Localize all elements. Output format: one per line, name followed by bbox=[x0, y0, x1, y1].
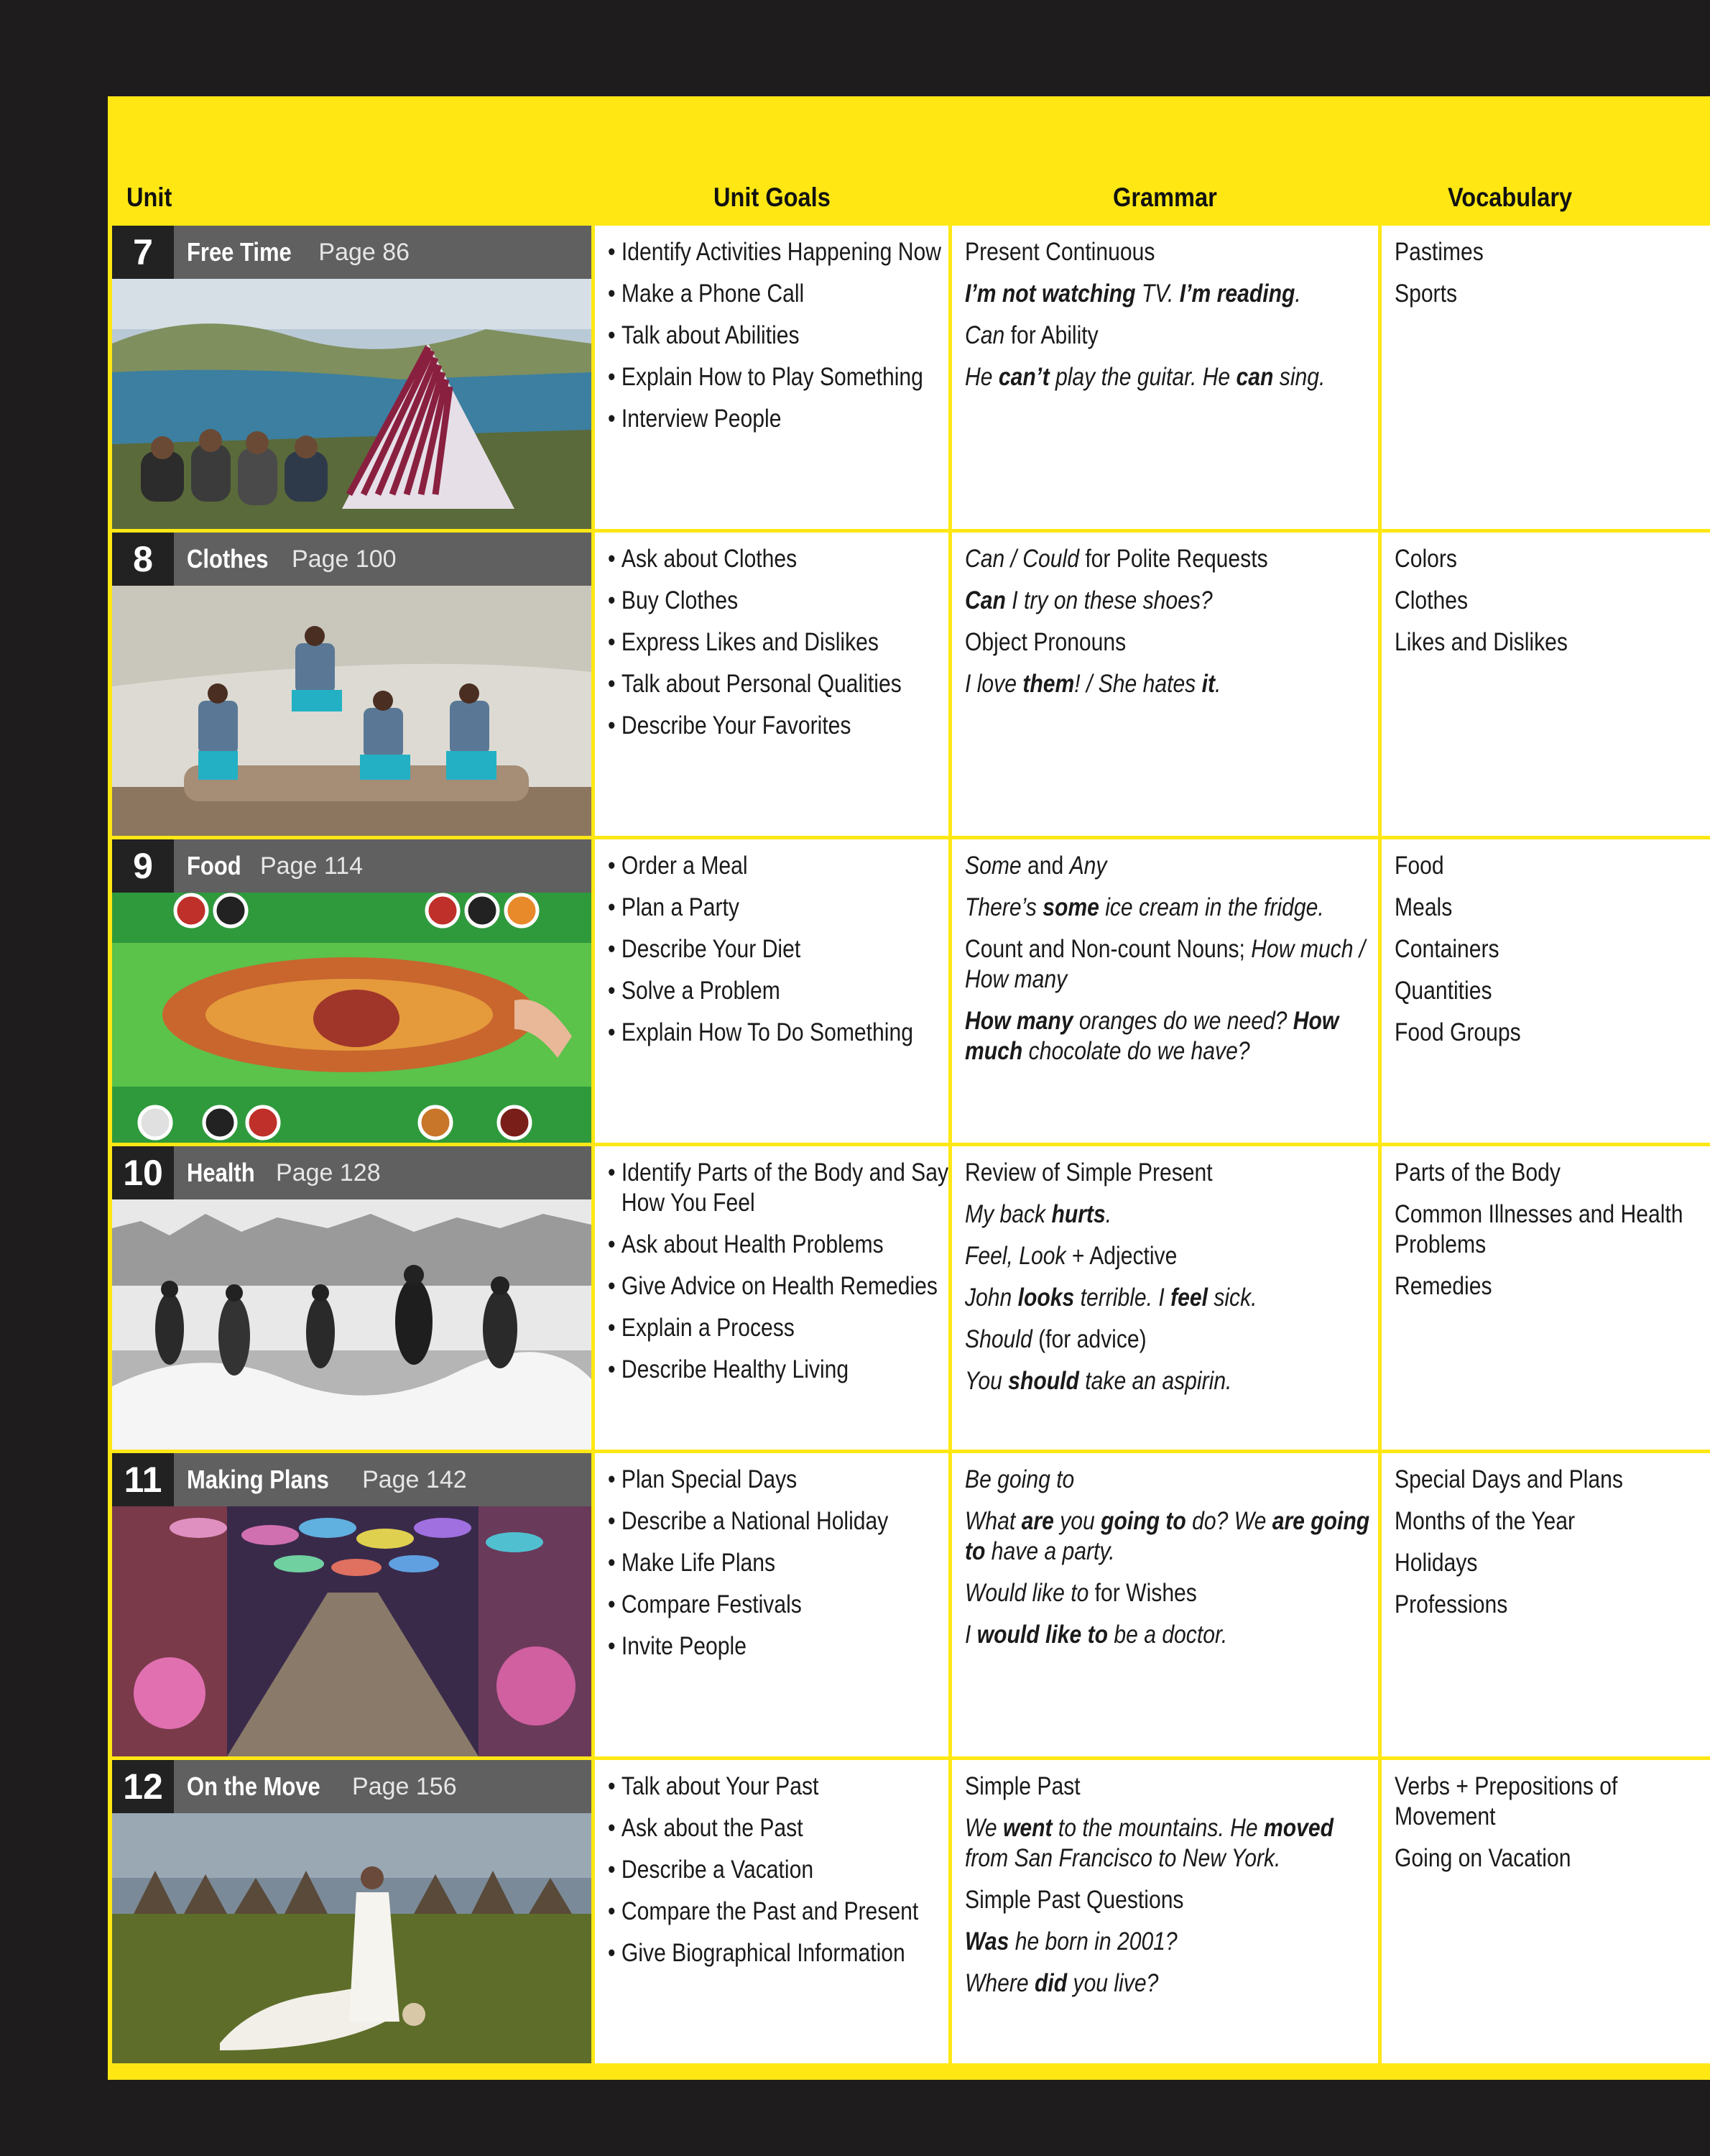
vocab-item: Sports bbox=[1395, 280, 1457, 308]
goal-item: • Give Biographical Information bbox=[608, 1938, 954, 1968]
unit-block[interactable] bbox=[112, 1760, 591, 2063]
grammar-line: Can / Could for Polite Requests bbox=[965, 545, 1268, 573]
unit-vocabulary bbox=[1382, 1760, 1710, 2063]
grammar-line: My back hurts. bbox=[965, 1200, 1112, 1228]
unit-photo-woman-in-white-dress bbox=[112, 1813, 591, 2063]
grammar-line: There’s some ice cream in the fridge. bbox=[965, 893, 1324, 921]
table-header bbox=[108, 96, 1710, 223]
unit-column-header: Unit bbox=[126, 183, 172, 212]
goal-item: • Make a Phone Call bbox=[608, 279, 954, 309]
unit-goals bbox=[595, 1453, 948, 1756]
grammar-line: Feel, Look + Adjective bbox=[965, 1242, 1178, 1270]
unit-block[interactable] bbox=[112, 1453, 591, 1756]
goal-item: • Compare the Past and Present bbox=[608, 1897, 954, 1927]
goal-item: • Identify Activities Happening Now bbox=[608, 237, 954, 267]
unit-goals bbox=[595, 226, 948, 529]
unit-row bbox=[112, 1146, 1710, 1450]
unit-vocabulary bbox=[1382, 226, 1710, 529]
unit-number: 11 bbox=[112, 1453, 174, 1506]
goal-item: • Compare Festivals bbox=[608, 1590, 954, 1620]
goal-item: • Describe Your Favorites bbox=[608, 711, 954, 741]
goal-item: • Explain How to Play Something bbox=[608, 362, 954, 392]
goal-item: • Identify Parts of the Body and Say How You Feel bbox=[608, 1158, 954, 1218]
unit-heading bbox=[112, 1760, 591, 1813]
vocab-item: Pastimes bbox=[1395, 238, 1484, 266]
unit-title: Making Plans bbox=[187, 1465, 329, 1494]
unit-grammar bbox=[952, 839, 1378, 1143]
goal-item: • Ask about Health Problems bbox=[608, 1230, 954, 1260]
goal-item: • Ask about Clothes bbox=[608, 544, 954, 574]
grammar-line: Simple Past bbox=[965, 1772, 1081, 1800]
unit-title: On the Move bbox=[187, 1772, 320, 1801]
unit-row bbox=[112, 533, 1710, 836]
unit-vocabulary bbox=[1382, 839, 1710, 1143]
grammar-line: Object Pronouns bbox=[965, 628, 1127, 656]
unit-heading bbox=[112, 533, 591, 586]
unit-title: Health bbox=[187, 1158, 255, 1187]
goal-item: • Order a Meal bbox=[608, 851, 954, 881]
grammar-line: John looks terrible. I feel sick. bbox=[965, 1284, 1257, 1312]
goal-item: • Describe a National Holiday bbox=[608, 1506, 954, 1537]
grammar-line: We went to the mountains. He moved from San Francisco to New York. bbox=[965, 1814, 1334, 1872]
goal-item: • Explain a Process bbox=[608, 1313, 954, 1343]
grammar-line: What are you going to do? We are going to have a party. bbox=[965, 1507, 1370, 1565]
goal-item: • Plan a Party bbox=[608, 893, 954, 923]
unit-vocabulary bbox=[1382, 1453, 1710, 1756]
vocab-item: Clothes bbox=[1395, 586, 1469, 614]
unit-photo-campers-by-lake bbox=[112, 279, 591, 529]
unit-heading bbox=[112, 226, 591, 279]
goal-item: • Solve a Problem bbox=[608, 976, 954, 1006]
vocab-item: Holidays bbox=[1395, 1549, 1478, 1577]
grammar-line: Can for Ability bbox=[965, 321, 1099, 349]
unit-vocabulary bbox=[1382, 1146, 1710, 1450]
unit-number: 12 bbox=[112, 1760, 174, 1813]
goal-item: • Ask about the Past bbox=[608, 1813, 954, 1843]
unit-photo-umbrella-street bbox=[112, 1506, 591, 1756]
vocab-item: Remedies bbox=[1395, 1272, 1492, 1300]
unit-number: 8 bbox=[112, 533, 174, 586]
unit-grammar bbox=[952, 1453, 1378, 1756]
grammar-line: Simple Past Questions bbox=[965, 1886, 1184, 1914]
vocab-item: Common Illnesses and Health Problems bbox=[1395, 1200, 1683, 1258]
goal-item: • Describe Your Diet bbox=[608, 934, 954, 964]
unit-grammar bbox=[952, 1760, 1378, 2063]
vocab-item: Containers bbox=[1395, 935, 1499, 963]
vocab-item: Colors bbox=[1395, 545, 1457, 573]
unit-grammar bbox=[952, 533, 1378, 836]
vocab-item: Professions bbox=[1395, 1590, 1508, 1618]
goal-item: • Describe Healthy Living bbox=[608, 1355, 954, 1385]
unit-grammar bbox=[952, 1146, 1378, 1450]
unit-row bbox=[112, 1760, 1710, 2063]
vocab-item: Quantities bbox=[1395, 977, 1492, 1005]
unit-page: Page 142 bbox=[362, 1465, 467, 1493]
contents-page bbox=[108, 96, 1710, 2080]
goal-item: • Plan Special Days bbox=[608, 1465, 954, 1495]
unit-page: Page 156 bbox=[352, 1772, 457, 1800]
unit-photo-running-in-water bbox=[112, 1199, 591, 1450]
goal-item: • Talk about Your Past bbox=[608, 1772, 954, 1802]
grammar-line: He can’t play the guitar. He can sing. bbox=[965, 363, 1326, 391]
vocab-item: Special Days and Plans bbox=[1395, 1465, 1623, 1493]
vocab-item: Verbs + Prepositions of Movement bbox=[1395, 1772, 1618, 1830]
unit-page: Page 86 bbox=[318, 238, 410, 266]
grammar-line: I love them! / She hates it. bbox=[965, 670, 1221, 698]
unit-title: Free Time bbox=[187, 237, 292, 267]
grammar-line: Present Continuous bbox=[965, 238, 1155, 266]
grammar-line: I’m not watching TV. I’m reading. bbox=[965, 280, 1301, 308]
grammar-line: Should (for advice) bbox=[965, 1325, 1147, 1353]
unit-row bbox=[112, 226, 1710, 529]
unit-photo-feast-table bbox=[112, 893, 591, 1143]
unit-number: 10 bbox=[112, 1146, 174, 1199]
goal-item: • Make Life Plans bbox=[608, 1548, 954, 1578]
goal-item: • Give Advice on Health Remedies bbox=[608, 1271, 954, 1302]
grammar-line: Would like to for Wishes bbox=[965, 1579, 1197, 1607]
unit-photo-jumping-dancers bbox=[112, 586, 591, 836]
unit-heading bbox=[112, 1146, 591, 1199]
vocab-item: Parts of the Body bbox=[1395, 1158, 1561, 1187]
goal-item: • Buy Clothes bbox=[608, 586, 954, 616]
grammar-line: Where did you live? bbox=[965, 1969, 1159, 1997]
vocab-item: Months of the Year bbox=[1395, 1507, 1576, 1535]
contents-table bbox=[112, 226, 1710, 2073]
grammar-line: Some and Any bbox=[965, 852, 1107, 880]
vocab-item: Likes and Dislikes bbox=[1395, 628, 1568, 656]
goals-column-header: Unit Goals bbox=[713, 183, 831, 212]
goal-item: • Describe a Vacation bbox=[608, 1855, 954, 1885]
goal-item: • Explain How To Do Something bbox=[608, 1018, 954, 1048]
unit-title: Food bbox=[187, 851, 241, 880]
goal-item: • Talk about Personal Qualities bbox=[608, 669, 954, 699]
unit-goals bbox=[595, 1146, 948, 1450]
unit-block[interactable] bbox=[112, 226, 591, 529]
unit-heading bbox=[112, 839, 591, 893]
unit-number: 9 bbox=[112, 839, 174, 893]
unit-row bbox=[112, 839, 1710, 1143]
vocabulary-column-header: Vocabulary bbox=[1448, 183, 1573, 212]
grammar-line: I would like to be a doctor. bbox=[965, 1621, 1228, 1649]
unit-goals bbox=[595, 533, 948, 836]
goal-item: • Invite People bbox=[608, 1631, 954, 1662]
unit-goals bbox=[595, 839, 948, 1143]
grammar-line: How many oranges do we need? How much chocolate do we have? bbox=[965, 1007, 1339, 1065]
unit-vocabulary bbox=[1382, 533, 1710, 836]
goal-item: • Express Likes and Dislikes bbox=[608, 627, 954, 658]
unit-page: Page 100 bbox=[292, 545, 397, 573]
unit-grammar bbox=[952, 226, 1378, 529]
goal-item: • Talk about Abilities bbox=[608, 321, 954, 351]
unit-heading bbox=[112, 1453, 591, 1506]
grammar-line: Can I try on these shoes? bbox=[965, 586, 1213, 614]
unit-page: Page 128 bbox=[276, 1158, 381, 1187]
vocab-item: Going on Vacation bbox=[1395, 1844, 1571, 1872]
unit-goals bbox=[595, 1760, 948, 2063]
grammar-column-header: Grammar bbox=[1113, 183, 1217, 212]
unit-row bbox=[112, 1453, 1710, 1756]
vocab-item: Meals bbox=[1395, 893, 1453, 921]
grammar-line: Was he born in 2001? bbox=[965, 1927, 1178, 1955]
unit-block[interactable] bbox=[112, 533, 591, 836]
grammar-line: Review of Simple Present bbox=[965, 1158, 1213, 1187]
unit-block[interactable] bbox=[112, 839, 591, 1143]
unit-number: 7 bbox=[112, 226, 174, 279]
unit-page: Page 114 bbox=[259, 852, 364, 880]
unit-title: Clothes bbox=[187, 544, 269, 573]
unit-block[interactable] bbox=[112, 1146, 591, 1450]
grammar-line: Be going to bbox=[965, 1465, 1075, 1493]
goal-item: • Interview People bbox=[608, 404, 954, 434]
vocab-item: Food Groups bbox=[1395, 1018, 1521, 1046]
grammar-line: Count and Non-count Nouns; How much / How many bbox=[965, 935, 1366, 993]
grammar-line: You should take an aspirin. bbox=[965, 1367, 1232, 1395]
vocab-item: Food bbox=[1395, 852, 1444, 880]
